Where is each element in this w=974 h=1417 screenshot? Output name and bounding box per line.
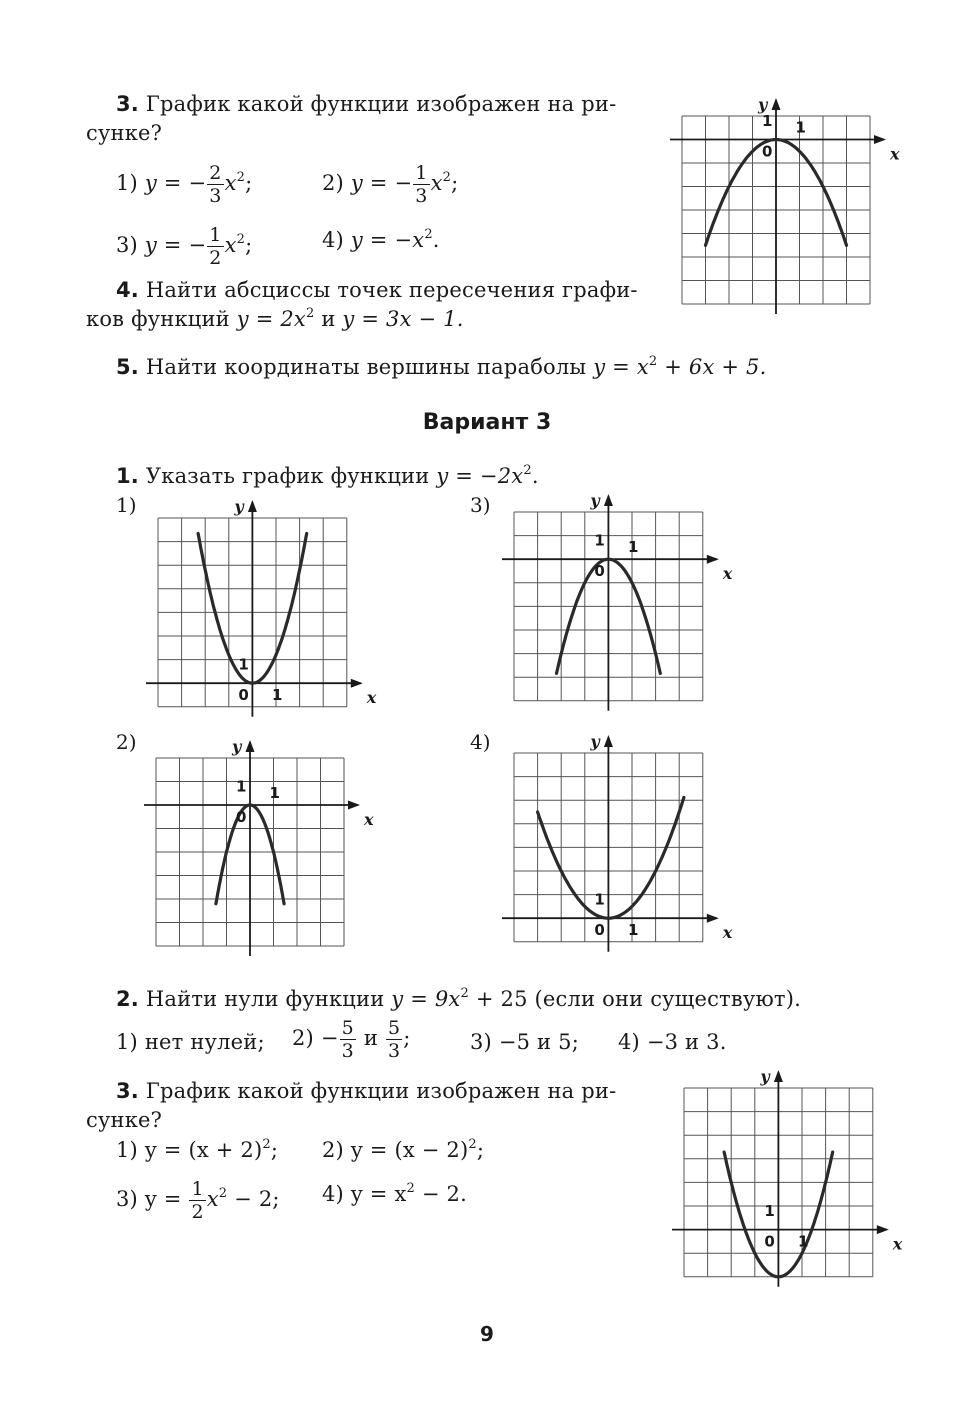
v3-task2-opt3: 3) −5 и 5; — [470, 1030, 579, 1054]
y-arrow-icon — [604, 735, 613, 747]
y-axis-label: y — [232, 737, 242, 756]
task-text: График какой функции изображен на ри- — [145, 92, 617, 116]
y-unit-label: 1 — [762, 112, 773, 130]
origin-label: 0 — [238, 686, 249, 705]
v3-task2-opt2: 2) − $\frac{5}{3}$ и $\frac{5}{3}$ ; — [292, 1017, 411, 1062]
fraction: $\frac{5}{3}$ — [387, 1017, 401, 1062]
y-arrow-icon — [248, 500, 257, 512]
v3-task2-opt1: 1) нет нулей; — [116, 1030, 265, 1054]
graph-label-4: 4) — [470, 730, 491, 754]
x-arrow-icon — [874, 135, 886, 144]
fraction: $\frac{1}{3}$ — [415, 162, 428, 207]
v3-task2: 2. Найти нули функции $y = 9x^2 + 25$ (если они существуют). — [116, 986, 802, 1011]
task-number: 3. — [116, 92, 139, 116]
origin-label: 0 — [594, 921, 605, 940]
x-unit-label: 1 — [798, 1232, 809, 1251]
task3a-line1 — [116, 90, 616, 118]
graph-option-1 — [158, 497, 377, 708]
x-arrow-icon — [348, 801, 360, 810]
origin-label: 0 — [236, 808, 247, 826]
x-arrow-icon — [707, 914, 719, 923]
x-arrow-icon — [351, 679, 363, 688]
v3-task3-line2: сунке? — [86, 1108, 163, 1132]
task4-line1: 4. Найти абсциссы точек пересечения графи- — [116, 278, 638, 302]
y-arrow-icon — [774, 1070, 783, 1082]
v3-task3-opt3: 3) y = $\frac{1}{2}$ $x^2 - 2$; — [116, 1178, 280, 1223]
task-number: 4. — [116, 278, 139, 302]
x-axis-label: x — [364, 810, 374, 829]
task-number: 3. — [116, 1079, 139, 1103]
graph-option-4 — [514, 732, 733, 943]
y-unit-label: 1 — [238, 655, 249, 674]
task4-line2: ков функций $y = 2x^2$ и y = 3x − 1. — [86, 306, 464, 331]
parabola-curve — [538, 797, 684, 918]
y-arrow-icon — [772, 98, 781, 110]
v3-task3-opt2: 2) $y = (x - 2)^2$; — [322, 1137, 485, 1162]
x-unit-label: 1 — [269, 784, 280, 802]
origin-label: 0 — [762, 142, 773, 161]
graph-option-3 — [514, 491, 733, 702]
x-unit-label: 1 — [628, 921, 639, 940]
x-axis-label: x — [722, 923, 733, 943]
y-arrow-icon — [246, 740, 255, 752]
y-axis-label: y — [590, 732, 600, 751]
task-number: 5. — [116, 355, 139, 379]
origin-label: 0 — [594, 562, 605, 581]
v3-task2-opt4: 4) −3 и 3. — [618, 1030, 727, 1054]
y-arrow-icon — [604, 494, 613, 506]
y-axis-label: y — [234, 497, 244, 516]
x-arrow-icon — [707, 555, 719, 564]
task3a-option-3: 3) y = − $\frac{1}{2}$ $x^2$; — [116, 224, 253, 269]
x-unit-label: 1 — [628, 538, 639, 557]
y-axis-label: y — [758, 95, 768, 114]
x-arrow-icon — [877, 1225, 889, 1234]
y-unit-label: 1 — [764, 1202, 775, 1220]
fraction: $\frac{1}{2}$ — [191, 1178, 204, 1223]
fraction: $\frac{2}{3}$ — [209, 162, 222, 207]
task-number: 2. — [116, 987, 139, 1011]
x-axis-label: x — [722, 564, 733, 584]
graph-task3b — [684, 1067, 903, 1278]
y-unit-label: 1 — [236, 777, 247, 796]
v3-task1: 1. Указать график функции $y = -2x^2$. — [116, 463, 539, 488]
task3a-option-4: 4) $y = -x^2$. — [322, 227, 440, 252]
v3-task3-line1: 3. График какой функции изображен на ри- — [116, 1079, 617, 1103]
x-axis-label: x — [366, 688, 377, 708]
fraction: $\frac{1}{2}$ — [209, 224, 222, 269]
origin-label: 0 — [764, 1232, 775, 1251]
x-unit-label: 1 — [795, 118, 806, 137]
y-axis-label: y — [590, 491, 600, 510]
v3-task3-opt4: 4) $y = x^2 - 2$. — [322, 1181, 467, 1206]
graph-label-1: 1) — [116, 493, 137, 517]
x-axis-label: x — [892, 1234, 903, 1254]
y-unit-label: 1 — [594, 531, 605, 550]
y-unit-label: 1 — [594, 890, 605, 909]
task3a-option-1: 1) y = − $\frac{2}{3}$ $x^2$; — [116, 162, 253, 207]
fraction: $\frac{5}{3}$ — [341, 1017, 354, 1062]
y-axis-label: y — [760, 1067, 770, 1086]
v3-task3-opt1: 1) $y = (x + 2)^2$; — [116, 1137, 279, 1162]
variant-heading: Вариант 3 — [422, 410, 552, 435]
task3a-line2: сунке? — [86, 121, 163, 145]
page-number: 9 — [480, 1322, 494, 1346]
task-number: 1. — [116, 464, 139, 488]
task5: 5. Найти координаты вершины параболы $y = x^2 + 6x + 5$. — [116, 354, 767, 379]
x-unit-label: 1 — [272, 686, 283, 705]
graph-option-2 — [156, 737, 374, 946]
graph-label-3: 3) — [470, 493, 491, 517]
graph-label-2: 2) — [116, 730, 137, 754]
graph-task3a — [682, 95, 900, 306]
task3a-option-2: 2) y = − $\frac{1}{3}$ $x^2$; — [322, 162, 459, 207]
x-axis-label: x — [890, 144, 900, 164]
